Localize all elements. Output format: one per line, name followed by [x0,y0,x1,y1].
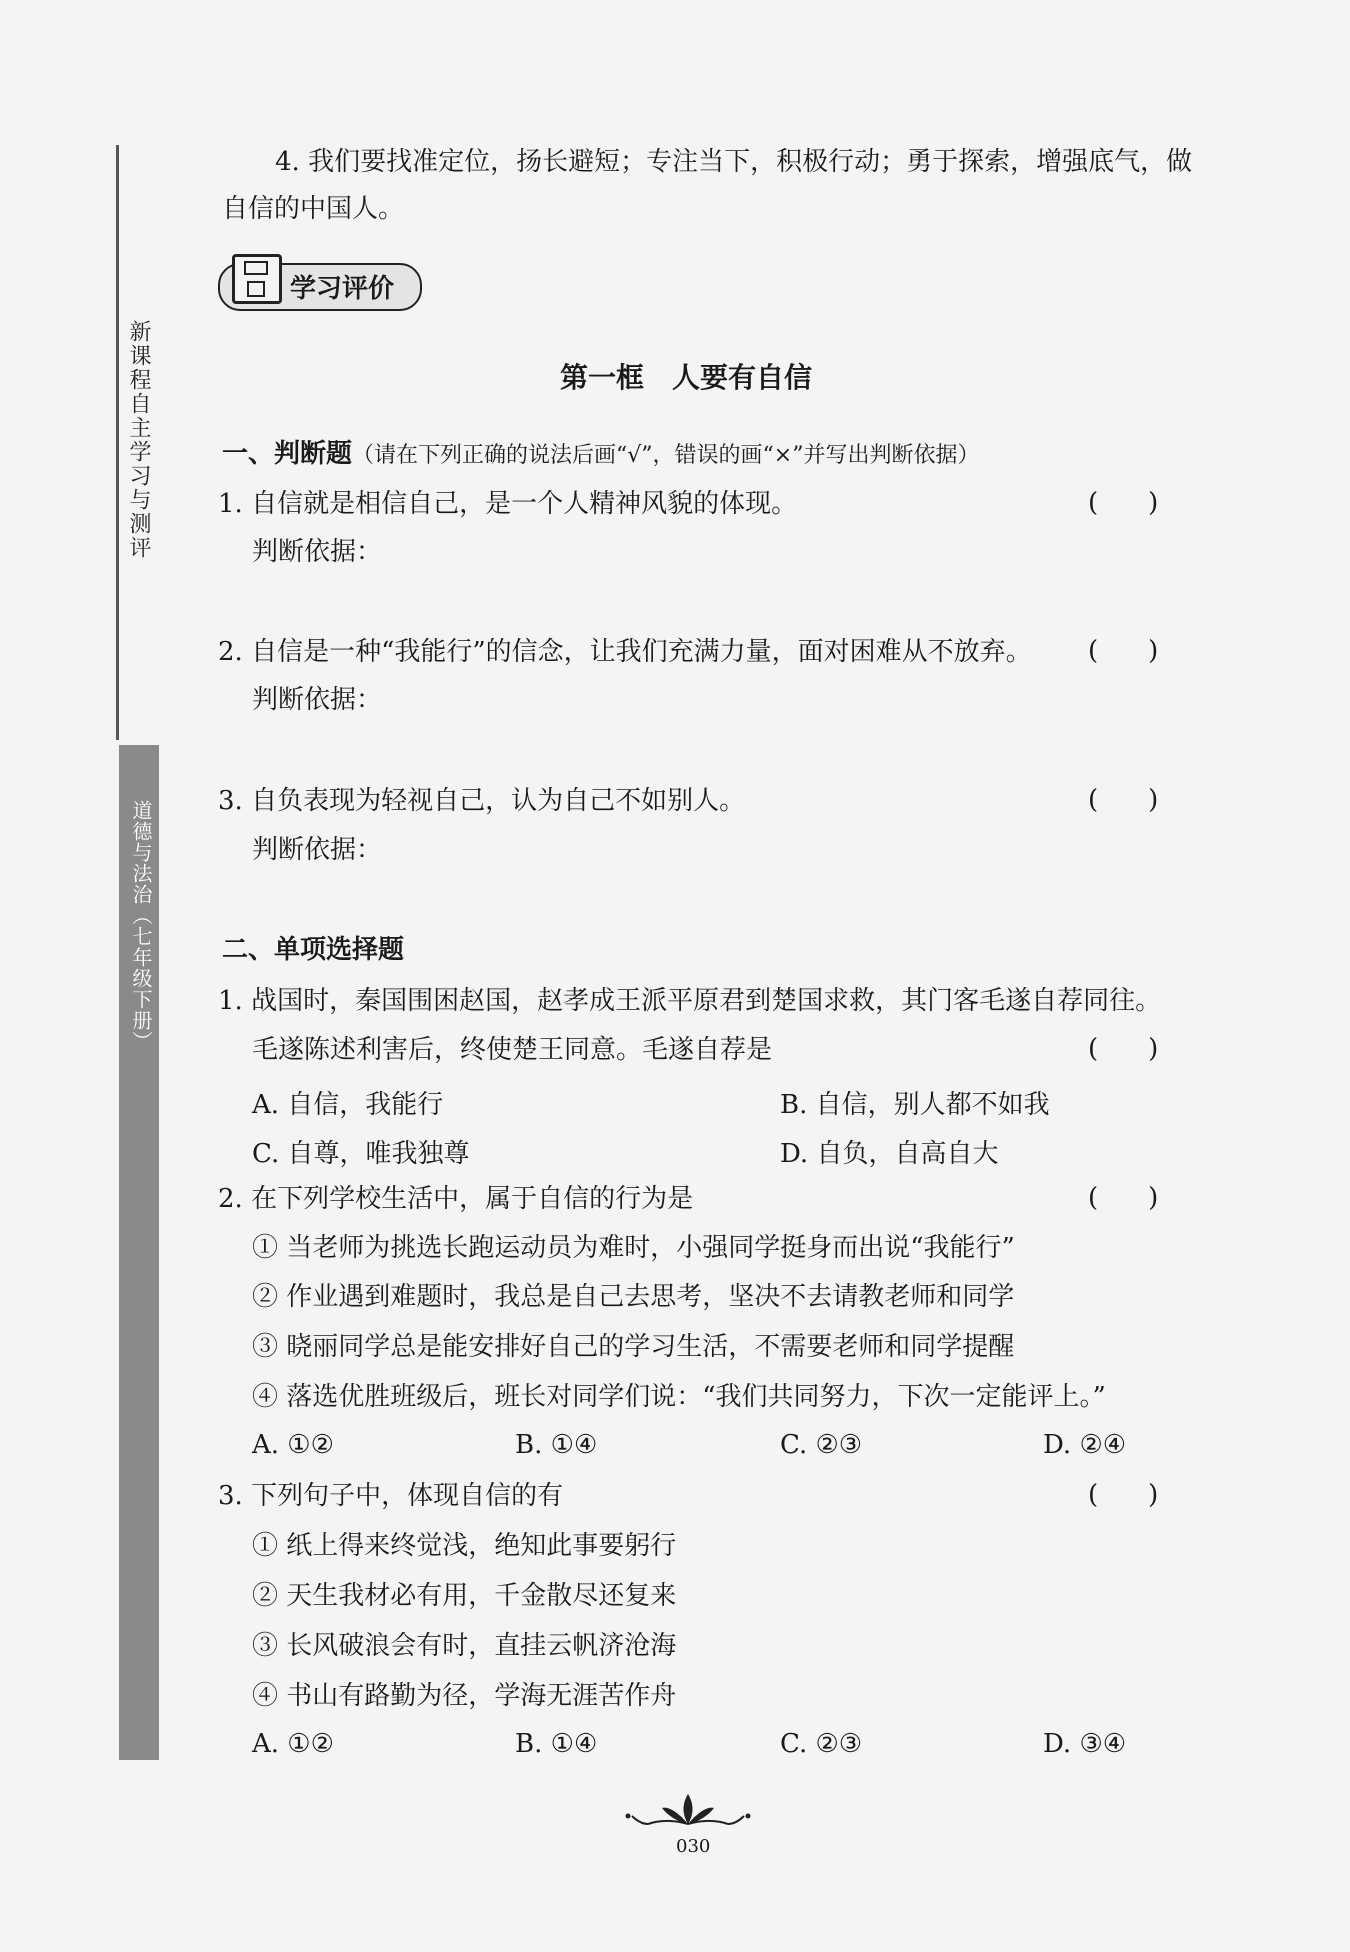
floral-ornament-icon [618,1790,758,1830]
tf-basis-1: 判断依据： [252,537,383,567]
mc2-option-c[interactable]: C. ②③ [780,1430,863,1460]
mc-question-1-line2: 毛遂陈述利害后，终使楚王同意。毛遂自荐是 [252,1035,773,1065]
mc2-statement-2: ② 作业遇到难题时，我总是自己去思考，坚决不去请教老师和同学 [252,1282,1015,1312]
intro-line-1: 4. 我们要找准定位，扬长避短；专注当下，积极行动；勇于探索，增强底气，做 [275,147,1193,177]
floppy-disk-icon [232,254,282,304]
mc3-statement-3: ③ 长风破浪会有时，直挂云帆济沧海 [252,1631,677,1661]
part1-heading: 一、判断题 [222,439,353,469]
mc-question-2: 2. 在下列学校生活中，属于自信的行为是 [218,1184,694,1214]
tf-basis-3: 判断依据： [252,835,383,865]
mc3-option-a[interactable]: A. ①② [252,1729,334,1759]
mc-question-3: 3. 下列句子中，体现自信的有 [218,1481,564,1511]
mc1-option-d[interactable]: D. 自负，自高自大 [780,1139,999,1169]
mc1-option-a[interactable]: A. 自信，我能行 [252,1090,444,1120]
mc2-statement-4: ④ 落选优胜班级后，班长对同学们说：“我们共同努力，下次一定能评上。” [252,1382,1106,1412]
section-title: 第一框 人要有自信 [560,361,813,394]
answer-paren-mc3[interactable]: ( ) [1088,1480,1159,1510]
tf-basis-2: 判断依据： [252,685,383,715]
mc3-statement-4: ④ 书山有路勤为径，学海无涯苦作舟 [252,1681,677,1711]
mc2-option-d[interactable]: D. ②④ [1043,1430,1127,1460]
mc3-statement-1: ① 纸上得来终觉浅，绝知此事要躬行 [252,1531,677,1561]
mc2-statement-3: ③ 晓丽同学总是能安排好自己的学习生活，不需要老师和同学提醒 [252,1332,1015,1362]
tf-question-2: 2. 自信是一种“我能行”的信念，让我们充满力量，面对困难从不放弃。 [218,637,1032,667]
answer-paren-mc1[interactable]: ( ) [1088,1034,1159,1064]
mc1-option-c[interactable]: C. 自尊，唯我独尊 [252,1139,470,1169]
page-number: 030 [676,1836,711,1857]
tf-question-3: 3. 自负表现为轻视自己，认为自己不如别人。 [218,786,746,816]
tf-question-1: 1. 自信就是相信自己，是一个人精神风貌的体现。 [218,489,798,519]
part1-instruction: （请在下列正确的说法后画“√”，错误的画“×”并写出判断依据） [352,443,980,468]
mc2-option-a[interactable]: A. ①② [252,1430,334,1460]
mc2-statement-1: ① 当老师为挑选长跑运动员为难时，小强同学挺身而出说“我能行” [252,1233,1015,1263]
intro-line-2: 自信的中国人。 [222,194,405,224]
side-rule [116,145,119,740]
answer-paren-tf3[interactable]: ( ) [1088,785,1159,815]
mc1-option-b[interactable]: B. 自信，别人都不如我 [780,1090,1050,1120]
mc3-option-b[interactable]: B. ①④ [515,1729,598,1759]
answer-paren-tf2[interactable]: ( ) [1088,636,1159,666]
part2-heading: 二、单项选择题 [222,935,405,965]
part1-heading-row [222,438,979,472]
mc3-option-d[interactable]: D. ③④ [1043,1729,1127,1759]
section-badge-label: 学习评价 [290,274,395,304]
subject-tab-label: 道德与法治（七年级下册） [129,800,153,1052]
mc2-option-b[interactable]: B. ①④ [515,1430,598,1460]
mc-question-1-line1: 1. 战国时，秦国围困赵国，赵孝成王派平原君到楚国求救，其门客毛遂自荐同往。 [218,986,1162,1016]
book-series-title: 新课程自主学习与测评 [126,320,151,560]
answer-paren-mc2[interactable]: ( ) [1088,1183,1159,1213]
answer-paren-tf1[interactable]: ( ) [1088,488,1159,518]
mc3-statement-2: ② 天生我材必有用，千金散尽还复来 [252,1581,677,1611]
mc3-option-c[interactable]: C. ②③ [780,1729,863,1759]
